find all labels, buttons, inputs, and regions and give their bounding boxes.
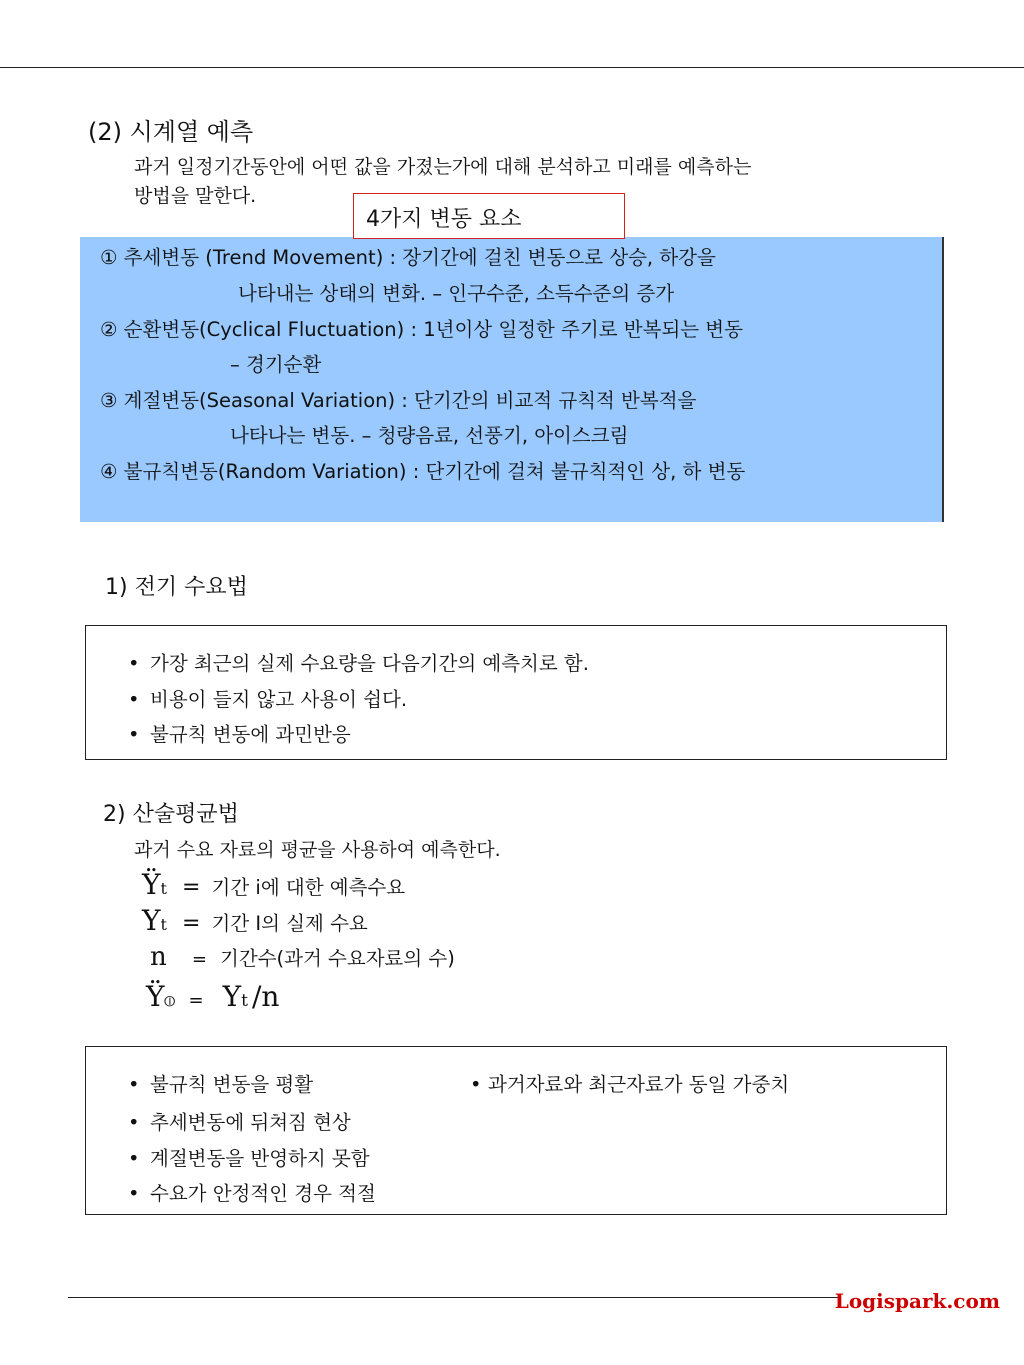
bullet-glyph: • — [128, 688, 140, 711]
variation-cyclical-detail: – 경기순환 — [230, 353, 322, 376]
list-item-text: 불규칙 변동에 과민반응 — [150, 723, 351, 746]
footer-rule — [68, 1297, 840, 1298]
formula-rhs-tail: /n — [251, 980, 280, 1013]
formula-text: 기간 i에 대한 예측수요 — [211, 876, 406, 899]
formula-forecast — [142, 868, 405, 901]
variation-trend: ① 추세변동 (Trend Movement) : 장기간에 걸친 변동으로 상승, 하강을 — [100, 246, 716, 269]
formula-subscript: ⦶ — [164, 992, 176, 1010]
method2-desc: 과거 수요 자료의 평균을 사용하여 예측한다. — [134, 839, 501, 861]
list-item — [128, 648, 589, 676]
formula-rhs-subscript: t — [241, 991, 248, 1011]
method1-box — [85, 625, 947, 760]
formula-equals: = — [191, 949, 207, 970]
list-item-text: 계절변동을 반영하지 못함 — [150, 1147, 370, 1170]
variation-cyclical: ② 순환변동(Cyclical Fluctuation) : 1년이상 일정한 주기로 반복되는 변동 — [100, 318, 743, 341]
formula-rhs-symbol: Y — [222, 980, 242, 1013]
list-item-text: 추세변동에 뒤쳐짐 현상 — [150, 1111, 351, 1134]
formula-subscript: t — [160, 879, 167, 898]
formula-average — [146, 980, 279, 1013]
variation-seasonal: ③ 계절변동(Seasonal Variation) : 단기간의 비교적 규칙적 반복적을 — [100, 389, 697, 412]
formula-actual — [142, 904, 368, 937]
list-item — [128, 719, 351, 747]
formula-equals: = — [182, 875, 201, 900]
formula-equals: = — [182, 911, 201, 936]
formula-text: 기간수(과거 수요자료의 수) — [220, 947, 455, 970]
list-item — [470, 1069, 789, 1097]
bullet-glyph: • — [128, 1111, 140, 1134]
formula-text: 기간 I의 실제 수요 — [211, 912, 368, 935]
formula-subscript: t — [160, 915, 167, 934]
intro-line-2: 방법을 말한다. — [134, 185, 257, 207]
bullet-glyph: • — [470, 1073, 482, 1096]
intro-line-1: 과거 일정기간동안에 어떤 값을 가졌는가에 대해 분석하고 미래를 예측하는 — [134, 156, 752, 178]
bullet-glyph: • — [128, 652, 140, 675]
variation-random: ④ 불규칙변동(Random Variation) : 단기간에 걸쳐 불규칙적인 상, 하 변동 — [100, 460, 746, 483]
list-item-text: 수요가 안정적인 경우 적절 — [150, 1182, 376, 1205]
formula-periods — [150, 942, 455, 972]
bullet-glyph: • — [128, 1073, 140, 1096]
bullet-glyph: • — [128, 1147, 140, 1170]
list-item — [128, 1143, 370, 1171]
list-item — [128, 1069, 313, 1097]
method2-box — [85, 1046, 947, 1215]
bullet-glyph: • — [128, 1182, 140, 1205]
top-rule — [0, 67, 1024, 68]
list-item-text: 가장 최근의 실제 수요량을 다음기간의 예측치로 함. — [150, 652, 589, 675]
list-item — [128, 1107, 351, 1135]
formula-symbol: n — [150, 942, 167, 972]
list-item-text: 불규칙 변동을 평활 — [150, 1073, 314, 1096]
footer-logo: Logispark.com — [834, 1289, 1000, 1313]
formula-symbol: Ÿ — [142, 868, 161, 901]
list-item-text: 과거자료와 최근자료가 동일 가중치 — [488, 1073, 790, 1096]
variations-panel — [80, 237, 944, 522]
variation-box-title: 4가지 변동 요소 — [353, 193, 625, 239]
method1-title: 1) 전기 수요법 — [105, 575, 248, 600]
list-item-text: 비용이 들지 않고 사용이 쉽다. — [150, 688, 408, 711]
section-title: (2) 시계열 예측 — [88, 118, 254, 146]
bullet-glyph: • — [128, 723, 140, 746]
list-item — [128, 1178, 376, 1206]
variation-seasonal-detail: 나타나는 변동. – 청량음료, 선풍기, 아이스크림 — [230, 424, 629, 447]
formula-equals: = — [188, 990, 204, 1011]
formula-symbol: Ÿ — [146, 980, 165, 1013]
method2-title: 2) 산술평균법 — [103, 802, 239, 827]
formula-symbol: Y — [142, 904, 161, 937]
variation-trend-detail: 나타내는 상태의 변화. – 인구수준, 소득수준의 증가 — [238, 282, 675, 305]
list-item — [128, 684, 407, 712]
